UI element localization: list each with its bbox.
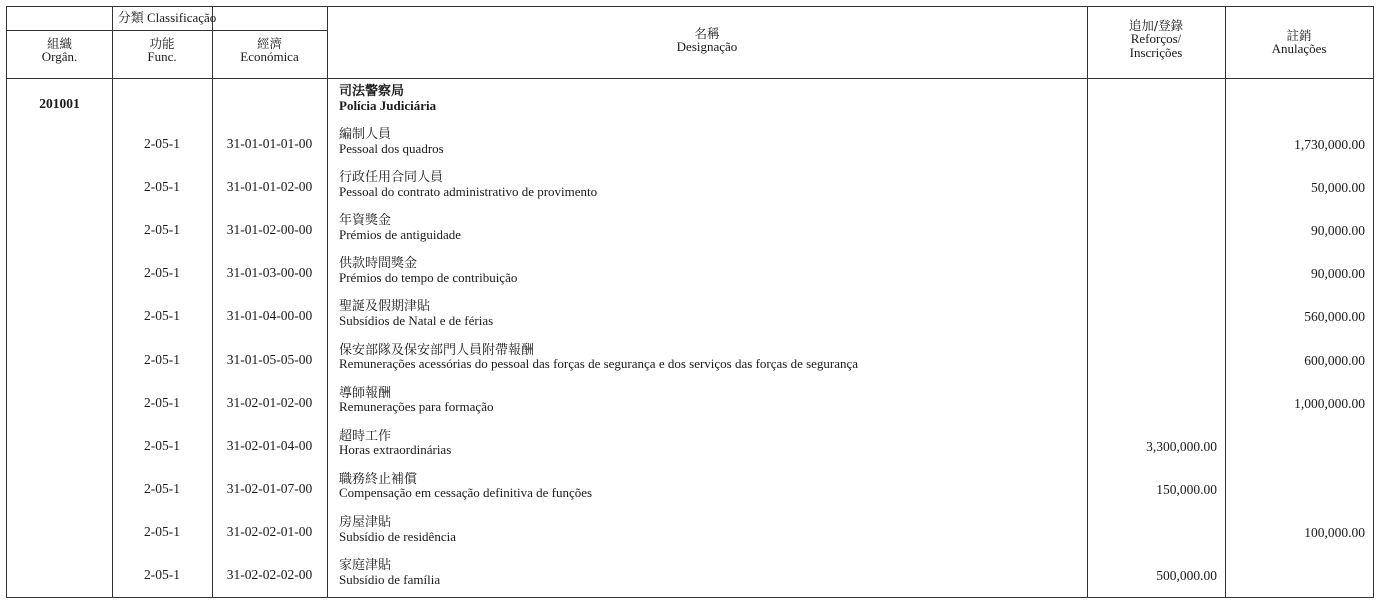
designation-cell: [339, 516, 456, 543]
func-header-pt: Func.: [147, 49, 177, 65]
reforcos-amount: 500,000.00: [1156, 568, 1217, 583]
designation-pt: Pessoal dos quadros: [339, 140, 444, 156]
organ-header-pt: Orgân.: [41, 49, 78, 65]
reforcos-header-pt2: Inscrições: [1129, 44, 1183, 60]
classification-label: 分類 Classificação: [117, 10, 217, 25]
column-divider: [212, 7, 213, 597]
designation-pt: Subsídio de residência: [339, 528, 456, 544]
organ-code: 201001: [39, 96, 80, 111]
designation-header-zh: 名稱: [694, 26, 720, 41]
designation-zh: 家庭津貼: [339, 558, 392, 573]
designation-zh: 職務終止補償: [339, 471, 418, 487]
organ-header-zh: 組織: [46, 36, 72, 51]
econ-code: 31-01-02-00-00: [226, 222, 313, 238]
designation-pt: Remunerações para formação: [339, 399, 494, 415]
func-code: 2-05-1: [144, 394, 180, 410]
func-code: 2-05-1: [144, 567, 180, 582]
econ-code: 31-02-01-02-00: [226, 394, 313, 410]
func-code: 2-05-1: [144, 179, 180, 195]
designation-header: [327, 27, 1087, 54]
designation-zh: 超時工作: [339, 428, 392, 444]
designation-cell: [339, 214, 461, 241]
column-divider: [327, 7, 328, 597]
func-code: 2-05-1: [144, 480, 180, 496]
designation-pt: Subsídios de Natal e de férias: [339, 313, 494, 329]
designation-zh: 導師報酬: [339, 385, 392, 401]
anulacoes-amount: 90,000.00: [1311, 223, 1365, 239]
designation-cell: [339, 128, 444, 155]
econ-code: 31-02-02-01-00: [226, 523, 313, 539]
column-divider: [1087, 7, 1088, 597]
designation-pt: Horas extraordinárias: [339, 442, 452, 458]
anulacoes-amount: 100,000.00: [1304, 524, 1365, 540]
organ-name-pt: Polícia Judiciária: [339, 97, 437, 113]
func-code: 2-05-1: [144, 351, 180, 367]
anulacoes-amount: 1,730,000.00: [1294, 137, 1365, 152]
designation-cell: [339, 300, 493, 327]
func-code: 2-05-1: [144, 222, 180, 238]
classification-header: [7, 11, 327, 25]
econ-code: 31-01-01-02-00: [226, 179, 313, 195]
designation-zh: 年資獎金: [339, 213, 392, 229]
header-divider: [7, 30, 327, 31]
econ-code: 31-02-01-04-00: [226, 437, 313, 453]
anulacoes-header-zh: 註銷: [1286, 28, 1312, 43]
econ-code: 31-02-01-07-00: [226, 480, 313, 496]
organ-name-zh: 司法警察局: [339, 84, 405, 99]
designation-cell: [339, 387, 493, 414]
designation-cell: [339, 257, 517, 284]
anulacoes-header: [1225, 29, 1373, 56]
designation-zh: 供款時間獎金: [339, 256, 418, 272]
column-divider: [1225, 7, 1226, 597]
econ-header-zh: 經濟: [256, 36, 282, 51]
header-bottom-line: [7, 78, 1373, 79]
designation-pt: Prémios do tempo de contribuição: [339, 269, 518, 285]
designation-zh: 保安部隊及保安部門人員附帶報酬: [339, 342, 535, 358]
func-code: 2-05-1: [144, 523, 180, 539]
econ-code: 31-02-02-02-00: [226, 567, 313, 582]
designation-pt: Remunerações acessórias do pessoal das forças de segurança e dos serviços das forças de segurança: [339, 356, 859, 372]
func-code: 2-05-1: [144, 265, 180, 281]
func-header: [112, 37, 212, 64]
designation-cell: [339, 344, 858, 371]
anulacoes-amount: 1,000,000.00: [1294, 395, 1365, 411]
anulacoes-amount: 560,000.00: [1304, 309, 1365, 325]
designation-header-pt: Designação: [676, 39, 738, 55]
designation-pt: Prémios de antiguidade: [339, 226, 462, 242]
econ-header-pt: Económica: [240, 49, 299, 65]
econ-code: 31-01-03-00-00: [226, 265, 313, 281]
reforcos-header-pt1: Reforços/: [1130, 31, 1182, 47]
anulacoes-amount: 90,000.00: [1311, 266, 1365, 282]
reforcos-header-zh: 追加/登錄: [1128, 18, 1184, 33]
reforcos-amount: 150,000.00: [1156, 481, 1217, 497]
column-divider: [112, 7, 113, 597]
reforcos-amount: 3,300,000.00: [1146, 438, 1217, 454]
anulacoes-header-pt: Anulações: [1271, 41, 1327, 57]
designation-zh: 行政任用合同人員: [339, 170, 444, 186]
econ-code: 31-01-05-05-00: [226, 351, 313, 367]
designation-cell: [339, 430, 451, 457]
organ-header: [7, 37, 112, 64]
designation-zh: 編制人員: [339, 127, 392, 142]
organ-designation: [339, 85, 436, 112]
func-header-zh: 功能: [149, 36, 175, 51]
designation-cell: [339, 171, 597, 198]
econ-code: 31-01-04-00-00: [226, 308, 313, 324]
reforcos-header: [1087, 19, 1225, 59]
anulacoes-amount: 600,000.00: [1304, 352, 1365, 368]
designation-pt: Subsídio de família: [339, 571, 441, 587]
econ-code: 31-01-01-01-00: [226, 136, 313, 151]
designation-cell: [339, 559, 440, 586]
designation-cell: [339, 473, 592, 500]
designation-zh: 房屋津貼: [339, 514, 392, 530]
budget-table: [6, 6, 1374, 598]
func-code: 2-05-1: [144, 136, 180, 151]
anulacoes-amount: 50,000.00: [1311, 180, 1365, 196]
econ-header: [212, 37, 327, 64]
designation-pt: Compensação em cessação definitiva de funções: [339, 485, 593, 501]
designation-pt: Pessoal do contrato administrativo de provimento: [339, 183, 598, 199]
func-code: 2-05-1: [144, 437, 180, 453]
func-code: 2-05-1: [144, 308, 180, 324]
designation-zh: 聖誕及假期津貼: [339, 299, 431, 315]
